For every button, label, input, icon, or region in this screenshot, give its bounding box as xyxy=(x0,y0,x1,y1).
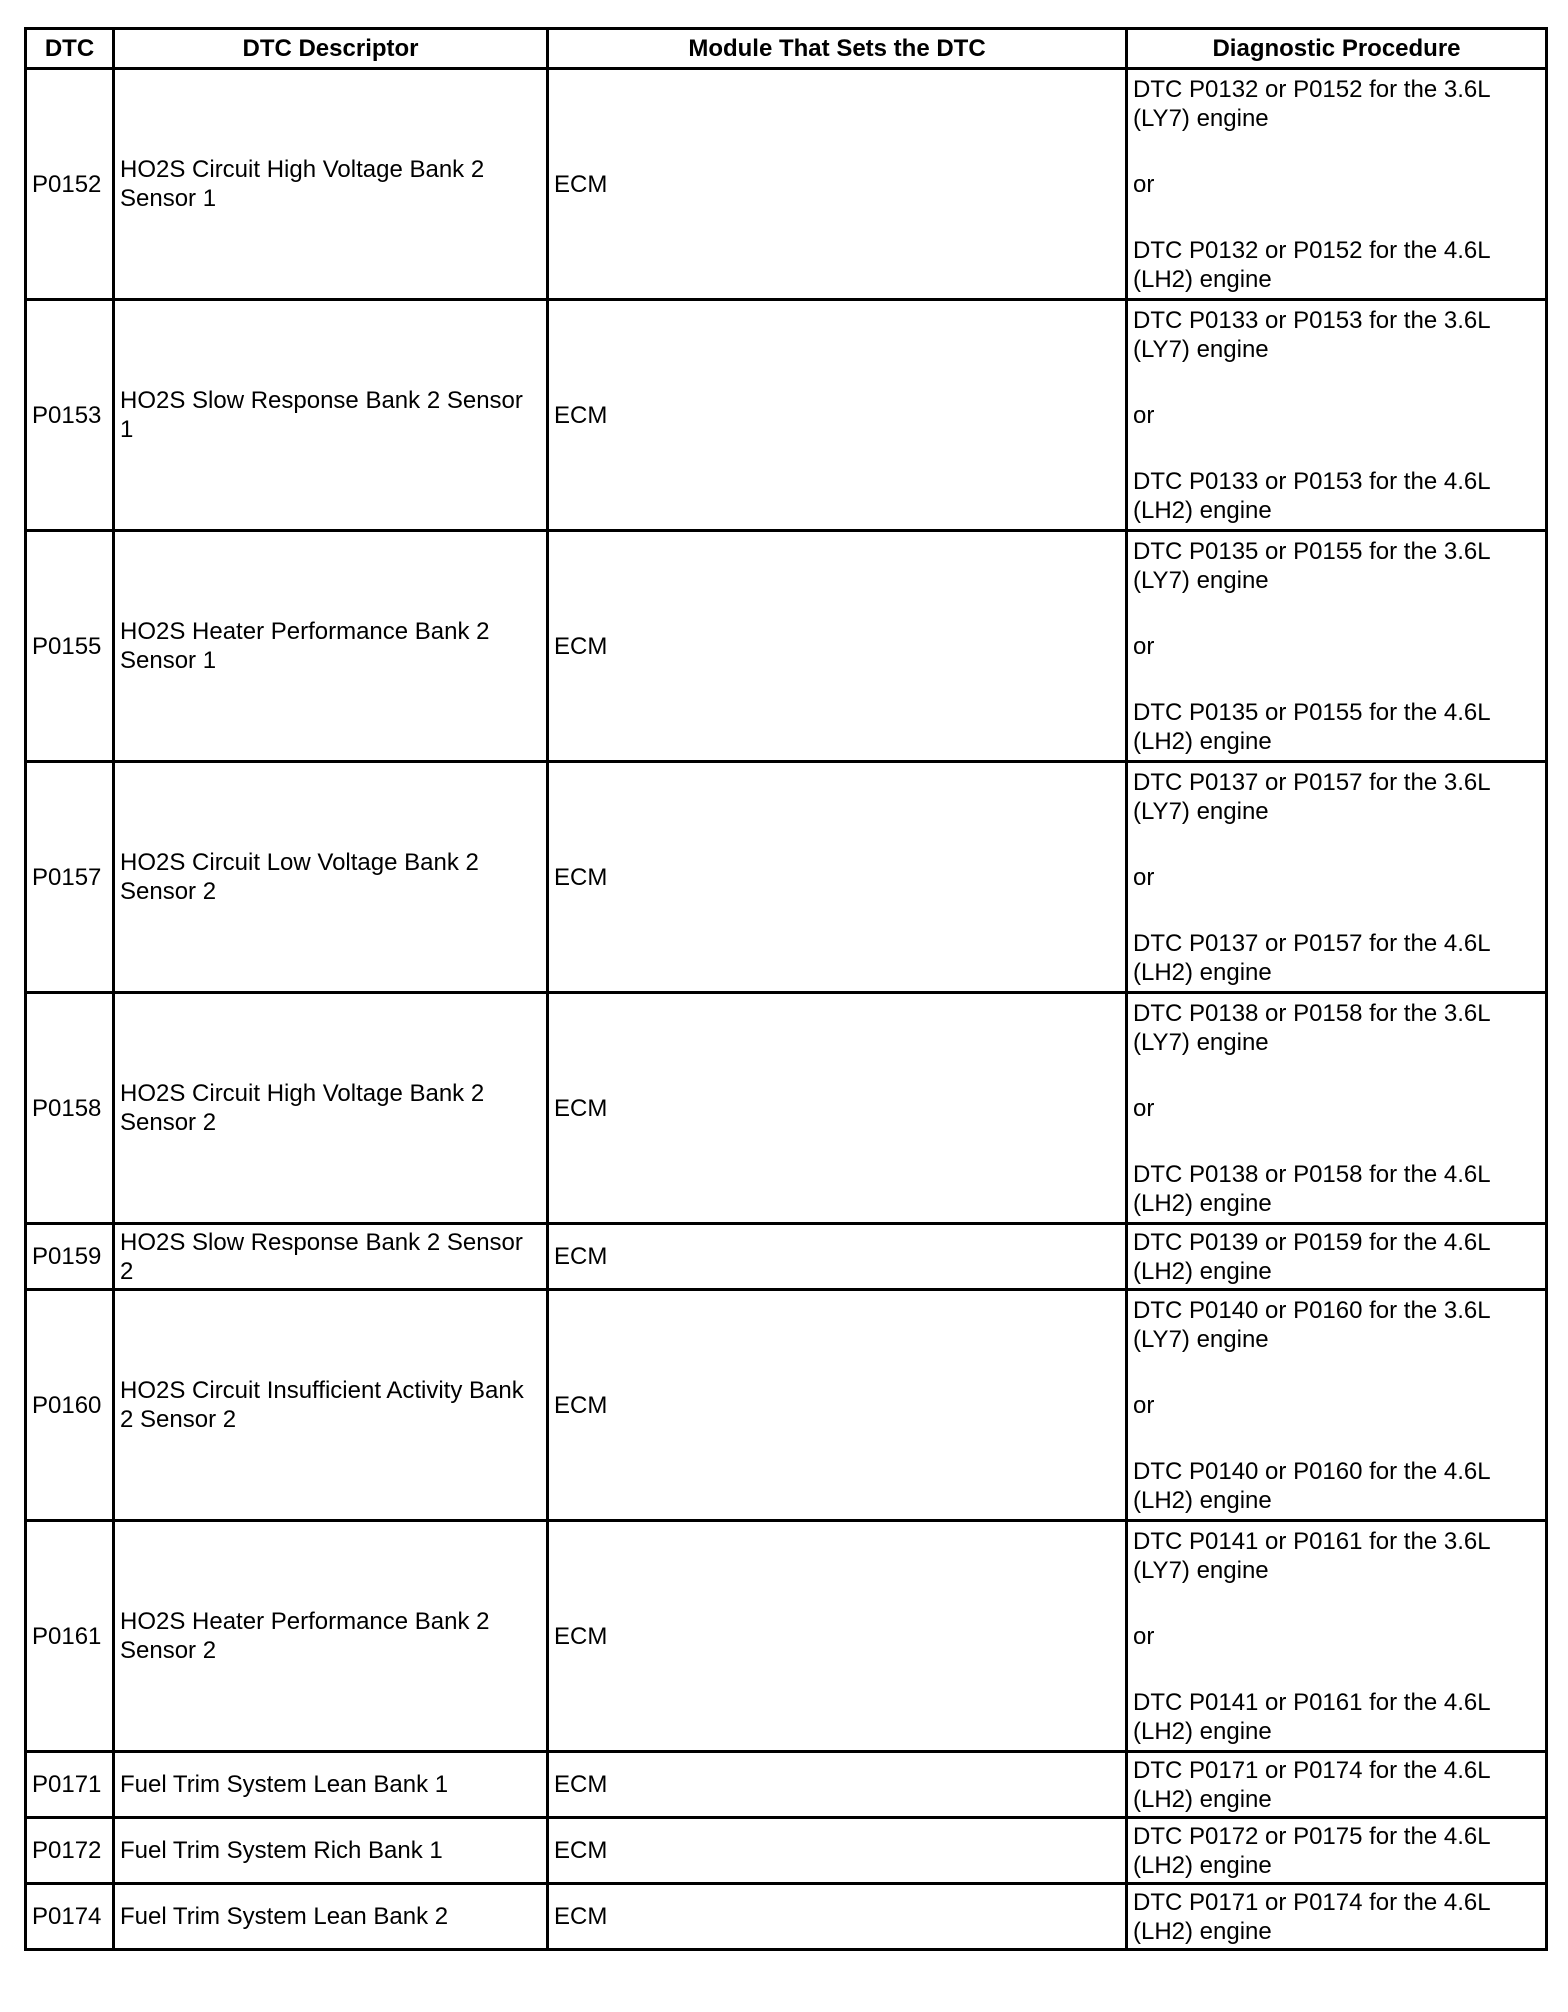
procedure-link-lh2[interactable]: DTC P0171 or P0174 for the 4.6L (LH2) engine xyxy=(1133,1888,1490,1945)
dtc-descriptor: Fuel Trim System Rich Bank 1 xyxy=(114,1818,548,1884)
procedure-link-ly7[interactable]: DTC P0135 or P0155 for the 3.6L (LY7) engine xyxy=(1133,537,1490,594)
diagnostic-procedure xyxy=(1127,300,1547,531)
dtc-module: ECM xyxy=(548,762,1127,993)
diagnostic-procedure xyxy=(1127,1290,1547,1521)
dtc-module: ECM xyxy=(548,1818,1127,1884)
dtc-code: P0171 xyxy=(26,1752,114,1818)
procedure-link-ly7[interactable]: DTC P0138 or P0158 for the 3.6L (LY7) engine xyxy=(1133,999,1490,1056)
dtc-descriptor: HO2S Circuit Insufficient Activity Bank 2 Sensor 2 xyxy=(114,1290,548,1521)
dtc-code: P0161 xyxy=(26,1521,114,1752)
table-row xyxy=(26,1884,1547,1950)
dtc-descriptor: HO2S Circuit Low Voltage Bank 2 Sensor 2 xyxy=(114,762,548,993)
procedure-link-lh2[interactable]: DTC P0141 or P0161 for the 4.6L (LH2) engine xyxy=(1133,1688,1490,1745)
dtc-descriptor: Fuel Trim System Lean Bank 1 xyxy=(114,1752,548,1818)
table-row xyxy=(26,1752,1547,1818)
diagnostic-procedure xyxy=(1127,1818,1547,1884)
header-module: Module That Sets the DTC xyxy=(548,29,1127,69)
procedure-link-ly7[interactable]: DTC P0140 or P0160 for the 3.6L (LY7) engine xyxy=(1133,1296,1490,1353)
dtc-module: ECM xyxy=(548,993,1127,1224)
dtc-code: P0155 xyxy=(26,531,114,762)
table-row xyxy=(26,300,1547,531)
dtc-code: P0174 xyxy=(26,1884,114,1950)
procedure-link-ly7[interactable]: DTC P0141 or P0161 for the 3.6L (LY7) engine xyxy=(1133,1527,1490,1584)
dtc-table xyxy=(24,27,1548,1951)
procedure-link-ly7[interactable]: DTC P0137 or P0157 for the 3.6L (LY7) engine xyxy=(1133,768,1490,825)
procedure-link-lh2[interactable]: DTC P0139 or P0159 for the 4.6L (LH2) engine xyxy=(1133,1228,1490,1285)
procedure-or: or xyxy=(1133,863,1155,891)
diagnostic-procedure xyxy=(1127,1521,1547,1752)
dtc-descriptor: HO2S Circuit High Voltage Bank 2 Sensor 1 xyxy=(114,69,548,300)
procedure-link-lh2[interactable]: DTC P0132 or P0152 for the 4.6L (LH2) engine xyxy=(1133,236,1490,293)
header-descriptor: DTC Descriptor xyxy=(114,29,548,69)
header-procedure: Diagnostic Procedure xyxy=(1127,29,1547,69)
procedure-or: or xyxy=(1133,1094,1155,1122)
dtc-code: P0172 xyxy=(26,1818,114,1884)
procedure-link-lh2[interactable]: DTC P0171 or P0174 for the 4.6L (LH2) engine xyxy=(1133,1756,1490,1813)
dtc-code: P0152 xyxy=(26,69,114,300)
header-dtc: DTC xyxy=(26,29,114,69)
dtc-module: ECM xyxy=(548,1752,1127,1818)
procedure-or: or xyxy=(1133,1391,1155,1419)
dtc-module: ECM xyxy=(548,1290,1127,1521)
table-row xyxy=(26,993,1547,1224)
table-row xyxy=(26,1290,1547,1521)
procedure-link-lh2[interactable]: DTC P0138 or P0158 for the 4.6L (LH2) engine xyxy=(1133,1160,1490,1217)
diagnostic-procedure xyxy=(1127,531,1547,762)
procedure-or: or xyxy=(1133,170,1155,198)
procedure-or: or xyxy=(1133,632,1155,660)
procedure-or: or xyxy=(1133,1622,1155,1650)
dtc-module: ECM xyxy=(548,69,1127,300)
procedure-link-lh2[interactable]: DTC P0135 or P0155 for the 4.6L (LH2) engine xyxy=(1133,698,1490,755)
dtc-module: ECM xyxy=(548,300,1127,531)
header-row xyxy=(26,29,1547,69)
dtc-module: ECM xyxy=(548,1884,1127,1950)
dtc-code: P0160 xyxy=(26,1290,114,1521)
procedure-link-lh2[interactable]: DTC P0133 or P0153 for the 4.6L (LH2) engine xyxy=(1133,467,1490,524)
procedure-link-lh2[interactable]: DTC P0172 or P0175 for the 4.6L (LH2) engine xyxy=(1133,1822,1490,1879)
dtc-module: ECM xyxy=(548,531,1127,762)
procedure-or: or xyxy=(1133,401,1155,429)
diagnostic-procedure xyxy=(1127,1884,1547,1950)
dtc-descriptor: Fuel Trim System Lean Bank 2 xyxy=(114,1884,548,1950)
diagnostic-procedure xyxy=(1127,1224,1547,1290)
diagnostic-procedure xyxy=(1127,762,1547,993)
procedure-link-ly7[interactable]: DTC P0132 or P0152 for the 3.6L (LY7) engine xyxy=(1133,75,1490,132)
dtc-module: ECM xyxy=(548,1224,1127,1290)
procedure-link-ly7[interactable]: DTC P0133 or P0153 for the 3.6L (LY7) engine xyxy=(1133,306,1490,363)
table-row xyxy=(26,1818,1547,1884)
table-row xyxy=(26,762,1547,993)
dtc-module: ECM xyxy=(548,1521,1127,1752)
table-row xyxy=(26,1521,1547,1752)
procedure-link-lh2[interactable]: DTC P0137 or P0157 for the 4.6L (LH2) engine xyxy=(1133,929,1490,986)
diagnostic-procedure xyxy=(1127,1752,1547,1818)
table-row xyxy=(26,69,1547,300)
diagnostic-procedure xyxy=(1127,993,1547,1224)
table-row xyxy=(26,1224,1547,1290)
dtc-descriptor: HO2S Heater Performance Bank 2 Sensor 1 xyxy=(114,531,548,762)
dtc-code: P0158 xyxy=(26,993,114,1224)
dtc-code: P0157 xyxy=(26,762,114,993)
table-row xyxy=(26,531,1547,762)
dtc-descriptor: HO2S Slow Response Bank 2 Sensor 2 xyxy=(114,1224,548,1290)
procedure-link-lh2[interactable]: DTC P0140 or P0160 for the 4.6L (LH2) engine xyxy=(1133,1457,1490,1514)
dtc-descriptor: HO2S Heater Performance Bank 2 Sensor 2 xyxy=(114,1521,548,1752)
dtc-descriptor: HO2S Circuit High Voltage Bank 2 Sensor 2 xyxy=(114,993,548,1224)
dtc-code: P0153 xyxy=(26,300,114,531)
dtc-code: P0159 xyxy=(26,1224,114,1290)
diagnostic-procedure xyxy=(1127,69,1547,300)
dtc-descriptor: HO2S Slow Response Bank 2 Sensor 1 xyxy=(114,300,548,531)
